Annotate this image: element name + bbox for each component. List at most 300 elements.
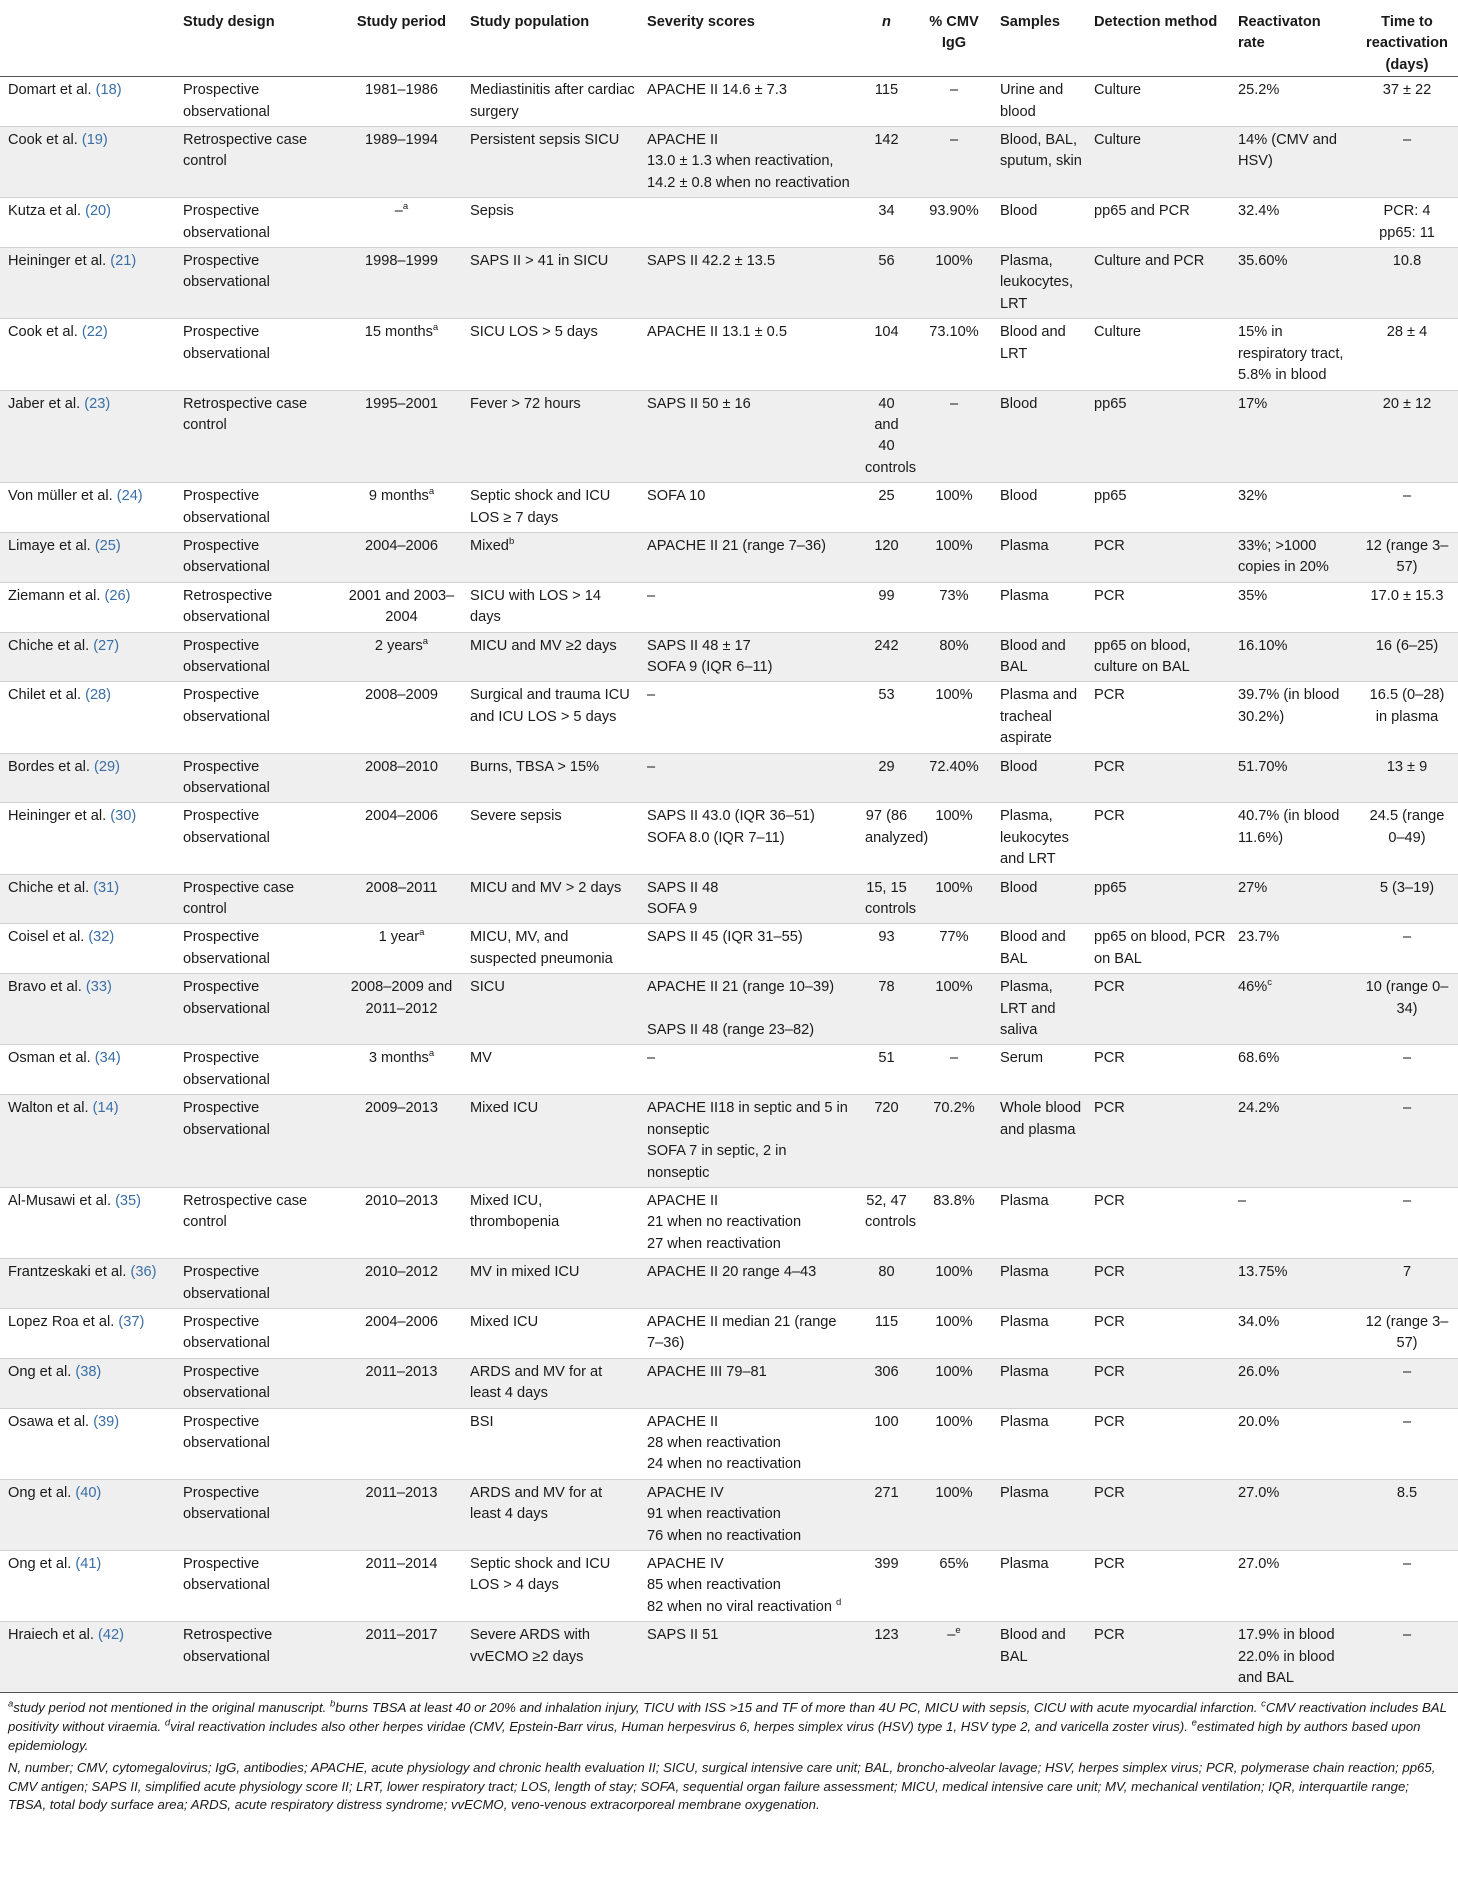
cell-reactivation-rate (1232, 1408, 1356, 1479)
reference-link[interactable]: (34) (94, 1050, 121, 1067)
table-row (0, 753, 1458, 803)
cell-time-to-reactivation-text: 28 ± 4 (1386, 324, 1428, 341)
cell-study-period-text: 2011–2014 (365, 1556, 438, 1572)
footnote-marker: d (836, 1596, 842, 1608)
cell-detection-method-text: PCR (1094, 1050, 1125, 1067)
cell-cmv-igg (914, 1259, 994, 1309)
author-name: Limaye et al. (8, 537, 91, 554)
cell-study-population (464, 390, 641, 483)
cell-time-to-reactivation (1356, 1551, 1458, 1622)
cell-study-population-text: Mixed (470, 537, 509, 554)
header-reactivation-rate: Reactivaton rate (1232, 0, 1356, 77)
cell-cmv-igg (914, 1479, 994, 1550)
cell-severity-scores-text: SAPS II 43.0 (IQR 36–51) SOFA 8.0 (IQR 7–11) (647, 808, 815, 846)
cell-study-population-text: MV (470, 1050, 492, 1067)
cell-study-period-text: 15 months (364, 324, 433, 341)
footnote-mark: b (329, 1699, 336, 1711)
cell-samples (994, 77, 1088, 127)
reference-link[interactable]: (19) (81, 132, 108, 149)
cell-cmv-igg (914, 1045, 994, 1095)
cell-detection-method-text: PCR (1094, 1627, 1125, 1644)
cell-cmv-igg (914, 127, 994, 198)
cell-detection-method-text: pp65 (1094, 395, 1127, 412)
cell-study-period-text: 1995–2001 (364, 395, 439, 412)
cell-severity-scores-text: SAPS II 48 ± 17 SOFA 9 (IQR 6–11) (647, 637, 773, 675)
cell-study-population-text: MV in mixed ICU (470, 1264, 580, 1281)
cell-reactivation-rate-text: – (1238, 1192, 1247, 1209)
cell-time-to-reactivation (1356, 77, 1458, 127)
cell-study-population (464, 874, 641, 924)
cell-author (0, 803, 177, 874)
cell-time-to-reactivation (1356, 1622, 1458, 1693)
cell-cmv-igg-text: 100% (935, 1484, 973, 1501)
cell-cmv-igg-text: 65% (939, 1556, 969, 1572)
cell-severity-scores (641, 483, 859, 533)
cell-time-to-reactivation (1356, 483, 1458, 533)
cell-study-design (177, 1308, 339, 1358)
cell-samples-text: Plasma (1000, 537, 1049, 554)
reference-link[interactable]: (35) (115, 1192, 142, 1209)
cell-study-design (177, 1408, 339, 1479)
cell-severity-scores-text: APACHE II 13.0 ± 1.3 when reactivation, 14.2 ± 0.8 when no reactivation (647, 132, 850, 191)
cell-study-population (464, 924, 641, 974)
reference-link[interactable]: (25) (94, 537, 121, 554)
cell-time-to-reactivation (1356, 319, 1458, 390)
cell-n (859, 390, 917, 483)
author-name: Bravo et al. (8, 979, 82, 996)
cell-time-to-reactivation-text: 16 (6–25) (1375, 637, 1439, 654)
cell-study-design-text: Retrospective observational (183, 587, 273, 626)
footnote-marker: a (428, 486, 435, 498)
cell-severity-scores-text: APACHE II 21 when no reactivation 27 when reactivation (647, 1192, 802, 1252)
cell-time-to-reactivation-text: 16.5 (0–28) in plasma (1369, 687, 1445, 725)
cell-study-population-text: Severe ARDS with vvECMO ≥2 days (470, 1627, 591, 1665)
cell-n-text: 142 (874, 132, 899, 149)
cell-study-design (177, 632, 339, 682)
cell-n-text: 115 (874, 1313, 899, 1330)
reference-link[interactable]: (24) (116, 488, 143, 505)
cell-study-design-text: Prospective observational (183, 203, 270, 241)
cell-reactivation-rate (1232, 198, 1356, 248)
cell-severity-scores-text: SAPS II 42.2 ± 13.5 (647, 253, 776, 270)
cell-time-to-reactivation (1356, 1408, 1458, 1479)
cell-reactivation-rate-text: 27.0% (1238, 1484, 1280, 1501)
cell-study-period (339, 1479, 464, 1550)
cell-severity-scores-text: SAPS II 51 (647, 1627, 719, 1644)
cell-samples-text: Serum (1000, 1050, 1043, 1067)
cell-detection-method-text: PCR (1094, 1100, 1125, 1117)
cell-n-text: 40 and 40 controls (865, 395, 917, 476)
cell-n-text: 80 (878, 1264, 895, 1281)
cell-n (859, 1622, 914, 1693)
cell-samples (994, 582, 1088, 632)
cell-study-population (464, 1308, 641, 1358)
cell-study-design-text: Retrospective case control (183, 1192, 308, 1231)
cell-detection-method (1088, 1187, 1232, 1258)
cell-study-period-text: 2004–2006 (364, 537, 439, 554)
cell-severity-scores (641, 803, 859, 874)
cell-study-design-text: Retrospective case control (183, 132, 308, 170)
table-row (0, 319, 1458, 390)
cell-n (859, 753, 914, 803)
table-header (0, 0, 1458, 77)
cell-detection-method (1088, 1408, 1232, 1479)
cell-author (0, 1358, 177, 1408)
reference-link[interactable]: (29) (94, 758, 120, 775)
cell-study-population (464, 77, 641, 127)
cell-study-period (339, 1551, 464, 1622)
reference-link[interactable]: (26) (104, 587, 131, 604)
cell-cmv-igg-text: 93.90% (929, 203, 979, 220)
cell-study-design (177, 582, 339, 632)
cell-n (859, 1408, 914, 1479)
cell-reactivation-rate-text: 32.4% (1238, 203, 1280, 220)
cell-detection-method (1088, 483, 1232, 533)
cell-n (859, 682, 914, 753)
cell-time-to-reactivation-text: – (1402, 1556, 1412, 1572)
cell-time-to-reactivation-text: 12 (range 3–57) (1365, 1313, 1449, 1352)
cell-study-design (177, 248, 339, 319)
cell-cmv-igg-text: 100% (935, 253, 973, 270)
cell-detection-method-text: PCR (1094, 1192, 1125, 1209)
cell-n-text: 93 (878, 929, 895, 946)
cell-time-to-reactivation (1356, 874, 1458, 924)
author-name: Chiche et al. (8, 637, 90, 654)
cell-reactivation-rate-text: 16.10% (1238, 637, 1288, 654)
footnote-text: burns TBSA at least 40 or 20% and inhalation injury, TICU with ISS >15 and TF of more than 4U PC, MICU with sepsis, CICU with acute myocardial infarction. (335, 1700, 1262, 1716)
header-cmv-igg: % CMV IgG (914, 0, 994, 77)
cell-time-to-reactivation (1356, 248, 1458, 319)
reference-link[interactable]: (27) (93, 637, 120, 654)
cell-samples (994, 1408, 1088, 1479)
table-row (0, 1095, 1458, 1188)
cell-reactivation-rate-text: 24.2% (1238, 1100, 1280, 1117)
cell-study-period (339, 198, 464, 248)
cell-cmv-igg-text: – (949, 395, 959, 412)
cell-detection-method-text: pp65 on blood, PCR on BAL (1094, 929, 1226, 967)
cell-reactivation-rate-text: 20.0% (1238, 1413, 1280, 1430)
cell-study-period-text: 1989–1994 (364, 132, 439, 149)
cell-author (0, 1187, 177, 1258)
cell-detection-method-text: PCR (1094, 1556, 1125, 1572)
cell-time-to-reactivation (1356, 1095, 1458, 1188)
header-n: n (859, 0, 914, 77)
author-name: Walton et al. (8, 1100, 89, 1117)
cell-reactivation-rate (1232, 753, 1356, 803)
cell-n (859, 1187, 917, 1258)
cell-cmv-igg-text: 73.10% (929, 324, 979, 341)
cell-samples (994, 1551, 1088, 1622)
reference-link[interactable]: (22) (81, 324, 108, 341)
cell-samples-text: Urine and blood (1000, 82, 1064, 120)
cell-study-period (339, 319, 464, 390)
cell-cmv-igg (914, 632, 994, 682)
cell-severity-scores (641, 924, 859, 974)
cell-study-period-text: 1 year (378, 929, 420, 946)
cell-detection-method-text: PCR (1094, 758, 1125, 775)
cell-study-period-text: 2008–2009 (364, 687, 439, 704)
cell-study-period (339, 77, 464, 127)
cell-study-population-text: Septic shock and ICU LOS > 4 days (470, 1556, 611, 1594)
cell-samples (994, 1308, 1088, 1358)
cell-reactivation-rate-text: 17% (1238, 395, 1268, 412)
author-name: Ong et al. (8, 1363, 72, 1380)
footnote-text: estimated high by authors based upon epidemiology. (8, 1719, 1421, 1753)
cell-author (0, 1622, 177, 1693)
footnote-mark: c (1261, 1699, 1266, 1711)
cell-reactivation-rate-text: 34.0% (1238, 1313, 1280, 1330)
cell-samples (994, 532, 1088, 582)
cell-study-design (177, 483, 339, 533)
cell-detection-method (1088, 1259, 1232, 1309)
cell-cmv-igg (914, 1622, 994, 1693)
cell-reactivation-rate (1232, 1187, 1356, 1258)
cell-study-population (464, 753, 641, 803)
cell-detection-method (1088, 1622, 1232, 1693)
cell-study-population (464, 1259, 641, 1309)
reference-link[interactable]: (31) (93, 879, 120, 896)
cell-study-population-text: Mediastinitis after cardiac surgery (470, 82, 635, 120)
reference-link[interactable]: (30) (110, 808, 137, 825)
cell-cmv-igg (914, 198, 994, 248)
reference-link[interactable]: (28) (85, 687, 112, 704)
cell-study-design-text: Prospective case control (183, 879, 295, 918)
cell-detection-method-text: PCR (1094, 1484, 1125, 1501)
cell-reactivation-rate (1232, 874, 1356, 924)
reference-link[interactable]: (41) (75, 1556, 102, 1572)
cell-time-to-reactivation-text: – (1402, 1050, 1412, 1067)
cell-samples (994, 753, 1088, 803)
cell-severity-scores (641, 874, 859, 924)
cell-time-to-reactivation (1356, 632, 1458, 682)
cell-severity-scores-text: – (647, 758, 656, 775)
reference-link[interactable]: (38) (75, 1363, 102, 1380)
cell-study-period (339, 390, 464, 483)
cell-detection-method-text: PCR (1094, 587, 1125, 604)
cell-samples-text: Blood and LRT (1000, 324, 1066, 362)
reference-link[interactable]: (20) (85, 203, 112, 220)
cell-study-design (177, 1259, 339, 1309)
author-name: Cook et al. (8, 324, 78, 341)
cell-author (0, 582, 177, 632)
footnote-text: viral reactivation includes also other herpes viridae (CMV, Epstein-Barr virus, Human herpesvirus 6, herpes simplex virus (HSV) type 1, HSV type 2, and varicella zoster virus). (170, 1719, 1192, 1735)
cell-samples (994, 1259, 1088, 1309)
cell-cmv-igg (914, 1408, 994, 1479)
footnote-marker: a (432, 322, 439, 334)
author-name: Frantzeskaki et al. (8, 1264, 127, 1281)
cell-study-design (177, 974, 339, 1045)
cell-n (859, 248, 914, 319)
cell-severity-scores (641, 390, 859, 483)
cell-study-population-text: Mixed ICU (470, 1313, 539, 1330)
table-row (0, 127, 1458, 198)
cell-n (859, 319, 914, 390)
cell-study-population (464, 198, 641, 248)
cell-severity-scores-text: – (647, 587, 656, 604)
cell-n (859, 1308, 914, 1358)
cell-cmv-igg-text: 100% (935, 488, 973, 505)
cell-severity-scores (641, 1259, 859, 1309)
cell-n-text: 52, 47 controls (865, 1192, 917, 1231)
header-study-population: Study population (464, 0, 641, 77)
cell-study-population (464, 1622, 641, 1693)
cell-reactivation-rate-text: 35.60% (1238, 253, 1288, 270)
table-row (0, 77, 1458, 127)
cell-cmv-igg-text: – (947, 1627, 956, 1644)
cell-detection-method (1088, 924, 1232, 974)
reference-link[interactable]: (37) (118, 1313, 145, 1330)
cell-detection-method-text: Culture (1094, 132, 1142, 149)
cell-severity-scores-text: APACHE IV 85 when reactivation 82 when no viral reactivation (647, 1556, 832, 1615)
header-severity-scores: Severity scores (641, 0, 859, 77)
author-name: Osman et al. (8, 1050, 91, 1067)
cell-study-design (177, 319, 339, 390)
cell-severity-scores (641, 682, 859, 753)
cell-reactivation-rate (1232, 582, 1356, 632)
cell-severity-scores-text: APACHE II18 in septic and 5 in nonseptic SOFA 7 in septic, 2 in nonseptic (647, 1100, 848, 1181)
cell-detection-method (1088, 127, 1232, 198)
reference-link[interactable]: (14) (92, 1100, 119, 1117)
cell-time-to-reactivation (1356, 803, 1458, 874)
cell-study-period-text: 2004–2006 (364, 808, 439, 825)
table-row (0, 1622, 1458, 1693)
cell-n (859, 483, 914, 533)
table-body (0, 77, 1458, 1693)
table-row (0, 248, 1458, 319)
cell-reactivation-rate (1232, 1259, 1356, 1309)
cell-author (0, 483, 177, 533)
cell-study-design (177, 1358, 339, 1408)
cell-study-design-text: Retrospective observational (183, 1627, 273, 1665)
cell-study-population (464, 974, 641, 1045)
cell-samples (994, 1095, 1088, 1188)
cell-n-text: 306 (874, 1363, 899, 1380)
author-name: Heininger et al. (8, 253, 107, 270)
cell-cmv-igg (914, 1551, 994, 1622)
cell-cmv-igg-text: 100% (935, 979, 973, 996)
reference-link[interactable]: (33) (85, 979, 112, 996)
cell-reactivation-rate (1232, 1045, 1356, 1095)
cell-severity-scores (641, 319, 859, 390)
cell-time-to-reactivation (1356, 682, 1458, 753)
cell-cmv-igg (914, 1187, 994, 1258)
cell-author (0, 77, 177, 127)
cell-samples (994, 1187, 1088, 1258)
cell-n (859, 1551, 914, 1622)
cell-study-design-text: Prospective observational (183, 1050, 270, 1088)
cell-cmv-igg-text: – (949, 82, 959, 99)
cell-time-to-reactivation (1356, 1259, 1458, 1309)
cell-reactivation-rate (1232, 532, 1356, 582)
cell-time-to-reactivation (1356, 1187, 1458, 1258)
cell-study-design-text: Prospective observational (183, 82, 270, 120)
cell-study-period-text: 2008–2009 and 2011–2012 (350, 979, 453, 1017)
table-row (0, 803, 1458, 874)
cell-time-to-reactivation (1356, 1479, 1458, 1550)
cell-study-design (177, 803, 339, 874)
cell-time-to-reactivation-text: 7 (1402, 1264, 1412, 1281)
cell-samples (994, 632, 1088, 682)
cell-cmv-igg (914, 248, 994, 319)
cell-study-population-text: Mixed ICU (470, 1100, 539, 1117)
cell-samples (994, 1045, 1088, 1095)
cell-severity-scores (641, 1479, 859, 1550)
cell-study-design-text: Prospective observational (183, 979, 270, 1017)
cell-detection-method (1088, 974, 1232, 1045)
cell-time-to-reactivation (1356, 127, 1458, 198)
cell-time-to-reactivation-text: – (1402, 1413, 1412, 1430)
cell-reactivation-rate-text: 27.0% (1238, 1556, 1280, 1572)
cell-reactivation-rate-text: 14% (CMV and HSV) (1238, 132, 1337, 170)
reference-link[interactable]: (18) (95, 82, 122, 99)
cell-detection-method (1088, 319, 1232, 390)
cell-severity-scores (641, 532, 859, 582)
cell-detection-method-text: pp65 (1094, 488, 1127, 505)
cell-reactivation-rate (1232, 1479, 1356, 1550)
cell-n-text: 97 (86 analyzed) (865, 808, 929, 846)
cell-cmv-igg-text: 100% (935, 808, 973, 825)
cell-study-population-text: ARDS and MV for at least 4 days (470, 1363, 603, 1402)
cell-author (0, 682, 177, 753)
reference-link[interactable]: (39) (93, 1413, 120, 1430)
reference-link[interactable]: (21) (110, 253, 137, 270)
cell-time-to-reactivation-text: – (1402, 929, 1412, 946)
cell-detection-method (1088, 532, 1232, 582)
reference-link[interactable]: (32) (88, 929, 115, 946)
cell-detection-method-text: PCR (1094, 1363, 1125, 1380)
cell-detection-method (1088, 1551, 1232, 1622)
table-row (0, 198, 1458, 248)
cell-study-design (177, 127, 339, 198)
cell-reactivation-rate (1232, 1308, 1356, 1358)
cell-detection-method (1088, 874, 1232, 924)
author-name: Kutza et al. (8, 203, 82, 220)
cell-samples-text: Plasma (1000, 1313, 1049, 1330)
cell-detection-method-text: PCR (1094, 808, 1125, 825)
cell-samples-text: Plasma (1000, 1556, 1049, 1572)
cell-study-population-text: Severe sepsis (470, 808, 562, 825)
footnote-marker: a (428, 1048, 435, 1060)
cell-study-period (339, 532, 464, 582)
cell-study-period-text: 2008–2010 (364, 758, 439, 775)
cell-author (0, 974, 177, 1045)
cell-study-population-text: Burns, TBSA > 15% (470, 758, 600, 775)
cell-n (859, 532, 914, 582)
cell-n-text: 34 (878, 203, 895, 220)
cell-time-to-reactivation (1356, 974, 1458, 1045)
reference-link[interactable]: (42) (98, 1627, 124, 1644)
reference-link[interactable]: (36) (130, 1264, 157, 1281)
cell-severity-scores-text: APACHE II 20 range 4–43 (647, 1264, 817, 1281)
cell-study-population (464, 319, 641, 390)
cell-time-to-reactivation (1356, 1045, 1458, 1095)
reference-link[interactable]: (23) (84, 395, 111, 412)
cell-n-text: 15, 15 controls (865, 879, 917, 918)
author-name: Coisel et al. (8, 929, 85, 946)
cell-n (859, 632, 914, 682)
cell-study-period (339, 1259, 464, 1309)
cell-author (0, 1551, 177, 1622)
footnote-marker: b (508, 536, 515, 548)
cell-samples-text: Plasma (1000, 1484, 1049, 1501)
footnote-notes (8, 1699, 1450, 1755)
cell-cmv-igg-text: 100% (935, 537, 973, 554)
reference-link[interactable]: (40) (75, 1484, 102, 1501)
cell-author (0, 1259, 177, 1309)
cell-study-population-text: Fever > 72 hours (470, 395, 581, 412)
cell-study-period (339, 803, 464, 874)
cell-samples-text: Blood (1000, 758, 1038, 775)
